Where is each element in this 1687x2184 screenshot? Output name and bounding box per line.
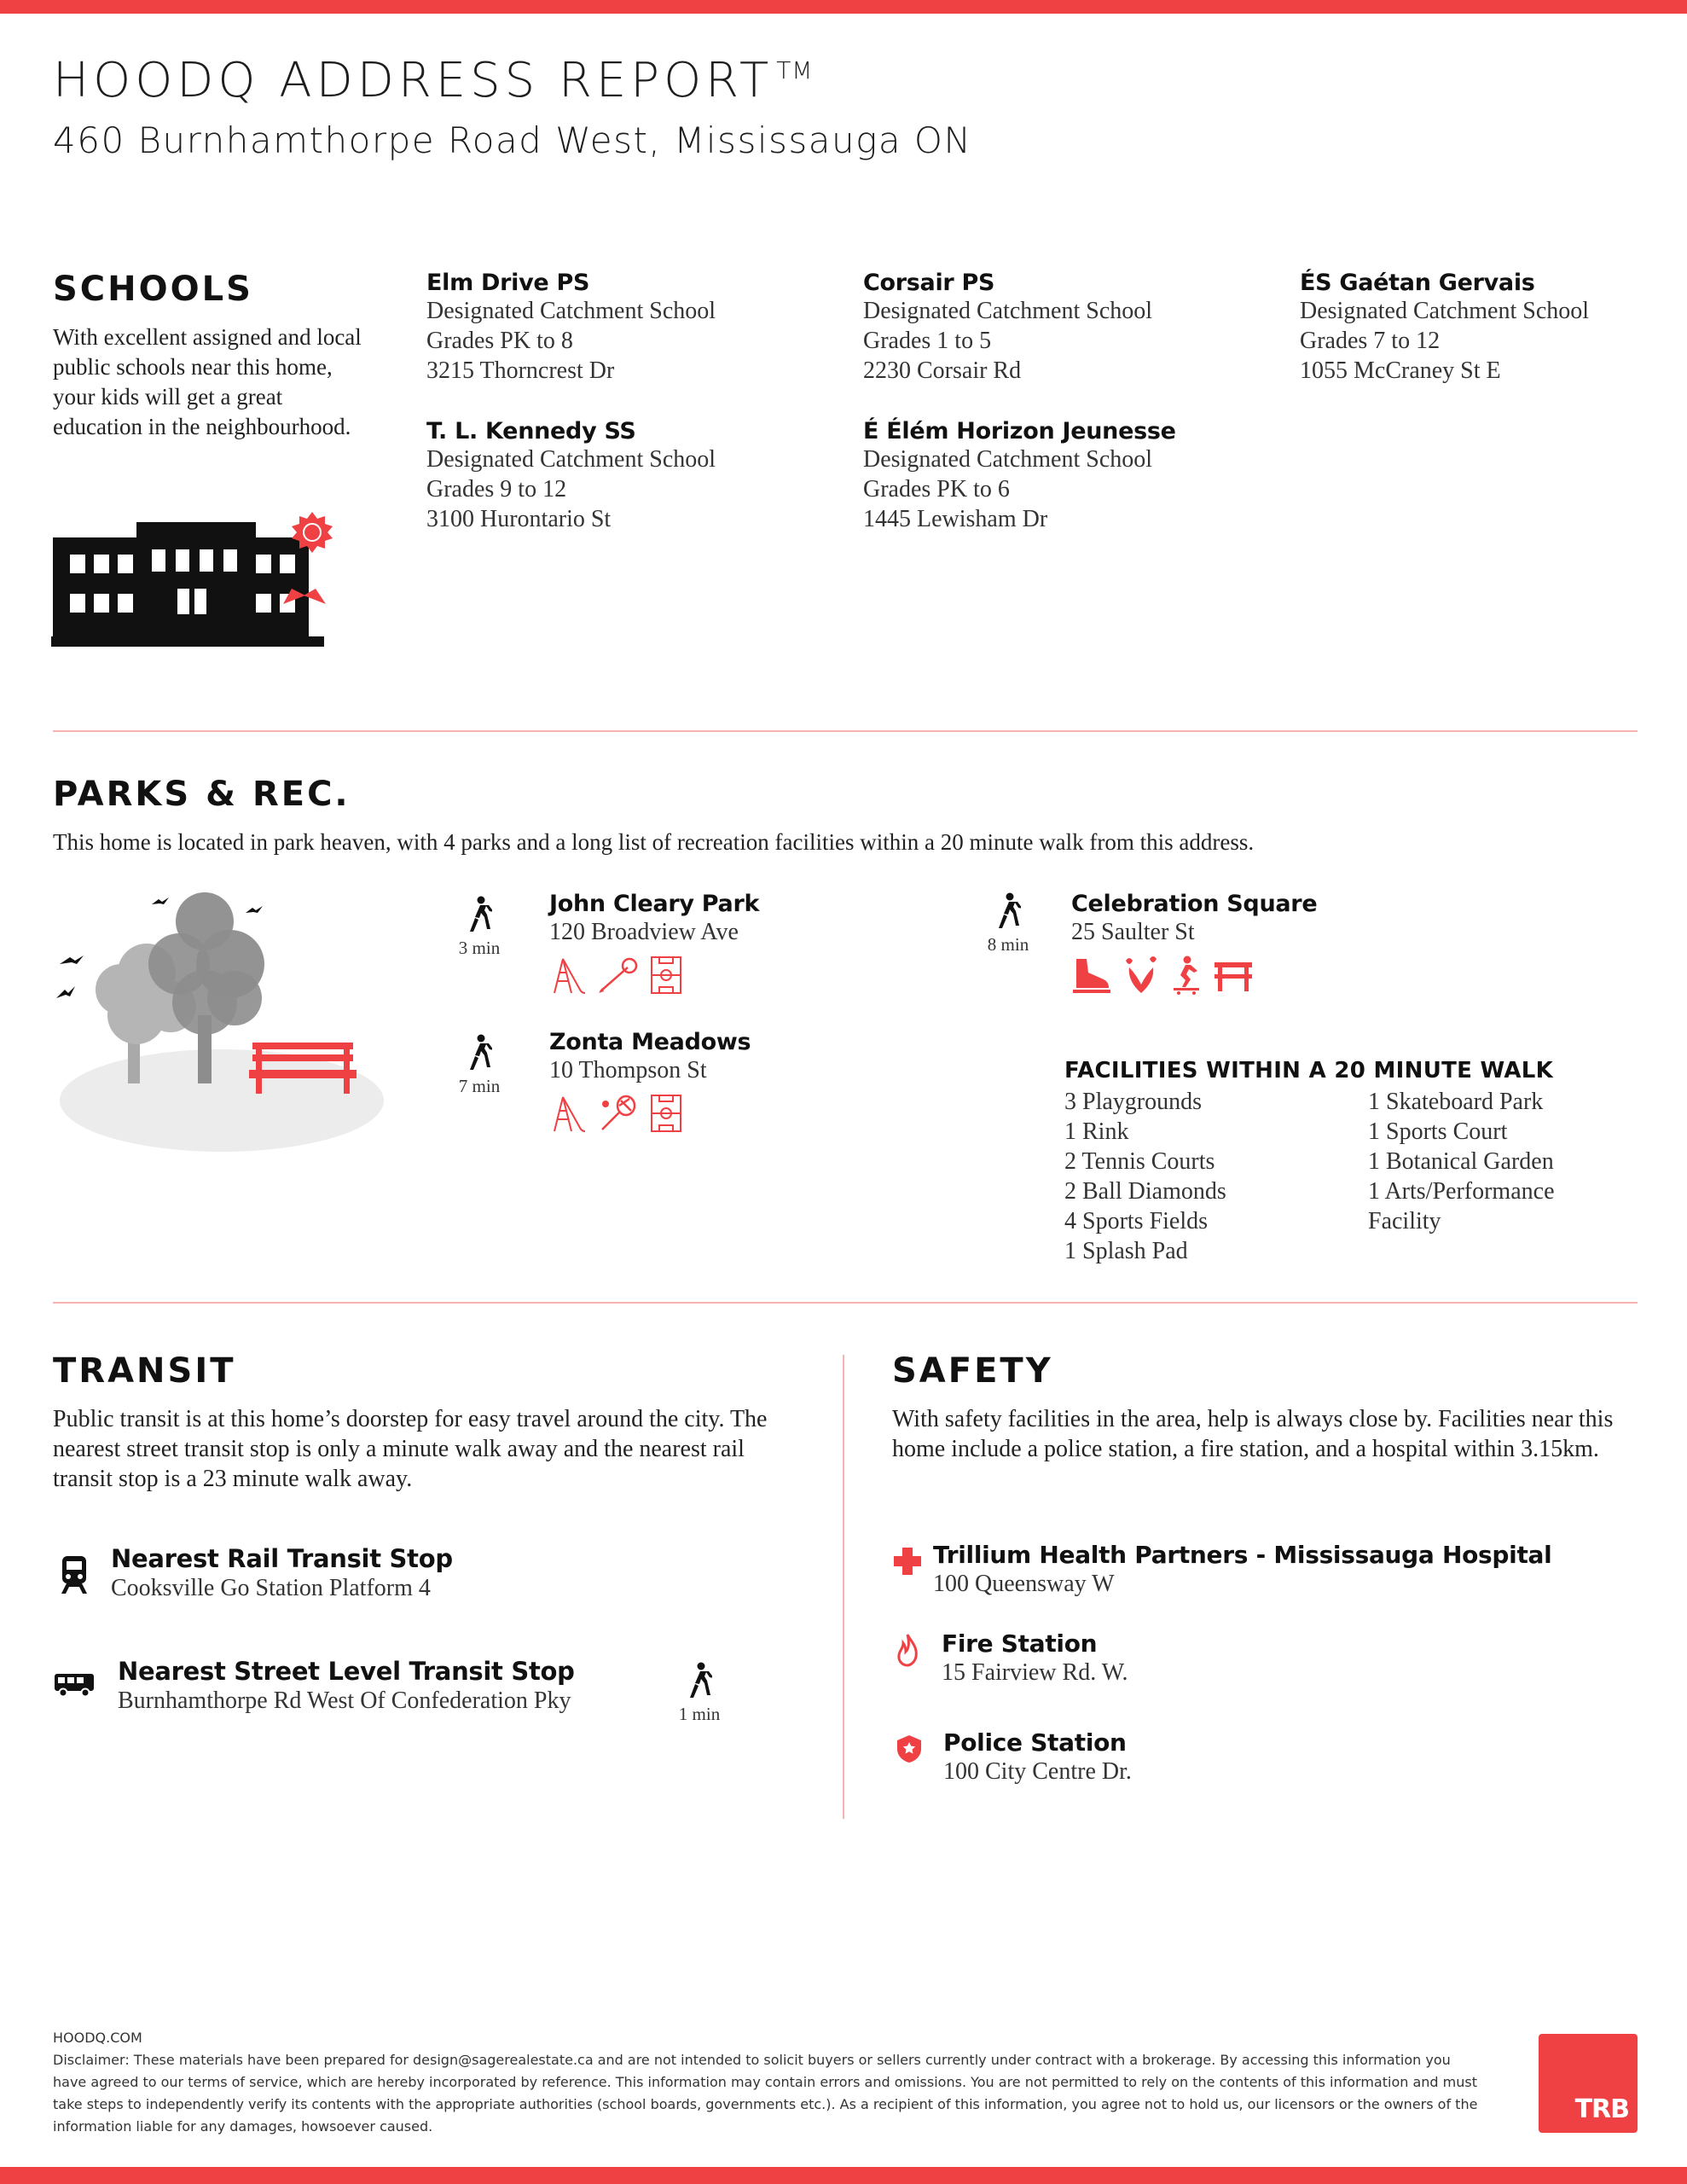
- school-address: 1445 Lewisham Dr: [863, 506, 1048, 532]
- safety-facility: [943, 1728, 1132, 1786]
- park-card: [1071, 891, 1317, 995]
- walk-time: 3 min: [458, 938, 501, 958]
- school-address: 3100 Hurontario St: [426, 506, 612, 532]
- school-name: ÉS Gaétan Gervais: [1300, 270, 1535, 296]
- park-address: 25 Saulter St: [1071, 919, 1195, 945]
- parks-title: PARKS & REC.: [53, 775, 351, 814]
- walk-time-indicator: [445, 1034, 513, 1097]
- picnic-table-icon: [1213, 956, 1254, 995]
- park-name: Zonta Meadows: [549, 1029, 751, 1055]
- facility-item: Facility: [1368, 1208, 1441, 1234]
- tennis-icon: [597, 1094, 640, 1133]
- facilities-list-right: [1368, 1087, 1555, 1236]
- school-card: [863, 270, 1152, 386]
- sports-field-icon: [650, 1094, 682, 1133]
- school-type: Designated Catchment School: [1300, 298, 1590, 324]
- school-card: [1300, 270, 1589, 386]
- school-address: 1055 McCraney St E: [1300, 357, 1501, 384]
- footer-disclaimer: [53, 2049, 1520, 2138]
- facility-item: 1 Splash Pad: [1064, 1238, 1188, 1264]
- park-trees-icon: [51, 887, 418, 1160]
- skate-icon: [1071, 956, 1112, 995]
- school-name: Corsair PS: [863, 270, 995, 296]
- safety-intro: With safety facilities in the area, help is always close by. Facilities near this home include a police station, a fire station, and a hospital within 3.15km.: [892, 1406, 1614, 1462]
- school-grades: Grades PK to 6: [863, 476, 1010, 502]
- trademark-mark: TM: [776, 56, 814, 84]
- playground-icon: [549, 956, 587, 995]
- facility-item: 4 Sports Fields: [1064, 1208, 1209, 1234]
- school-name: É Élém Horizon Jeunesse: [863, 418, 1176, 444]
- school-grades: Grades PK to 8: [426, 328, 573, 354]
- disclaimer-line: information liable for any damages, howsoever caused.: [53, 2118, 433, 2135]
- disclaimer-line: have agreed to our terms of service, which are hereby incorporated by reference. This information may contain errors and omissions. You are not permitted to rely on the contents of this information and must: [53, 2074, 1477, 2090]
- section-divider: [53, 1302, 1638, 1304]
- facility-item: 1 Rink: [1064, 1118, 1129, 1145]
- baseball-icon: [597, 956, 640, 995]
- safety-facility: [933, 1541, 1551, 1599]
- facilities-list-left: [1064, 1087, 1226, 1266]
- park-card: [549, 1029, 751, 1133]
- transit-title: TRANSIT: [53, 1351, 236, 1391]
- rail-stop-label: Nearest Rail Transit Stop: [111, 1544, 453, 1573]
- school-name: T. L. Kennedy SS: [426, 418, 636, 444]
- walk-time-indicator: [665, 1662, 733, 1725]
- school-grades: Grades 9 to 12: [426, 476, 567, 502]
- walking-person-icon: [467, 896, 492, 933]
- safety-title: SAFETY: [892, 1351, 1053, 1391]
- facility-item: 1 Botanical Garden: [1368, 1148, 1554, 1175]
- school-address: 2230 Corsair Rd: [863, 357, 1022, 384]
- walking-person-icon: [687, 1662, 712, 1699]
- disclaimer-line: Disclaimer: These materials have been prepared for design@sagerealestate.ca and are not intended to solicit buyers or sellers currently under contract with a brokerage. By accessing this information you: [53, 2052, 1451, 2068]
- school-card: [426, 418, 716, 534]
- school-grades: Grades 1 to 5: [863, 328, 992, 354]
- hospital-cross-icon: [892, 1546, 923, 1577]
- school-card: [863, 418, 1176, 534]
- bus-icon: [53, 1672, 96, 1698]
- school-type: Designated Catchment School: [863, 298, 1153, 324]
- brokerage-logo-text: TRB: [1574, 2094, 1629, 2124]
- train-icon: [60, 1554, 89, 1595]
- facility-item: 2 Ball Diamonds: [1064, 1178, 1226, 1205]
- disclaimer-line: take steps to independently verify its contents with the appropriate authorities (school boards, governments etc.). As a recipient of this information, you agree not to hold us, our licensors or the owners of the: [53, 2096, 1478, 2112]
- safety-facility-label: Police Station: [943, 1728, 1127, 1757]
- footer-site: HOODQ.COM: [53, 2030, 142, 2046]
- safety-facility-label: Trillium Health Partners - Mississauga Hospital: [933, 1541, 1552, 1569]
- school-name: Elm Drive PS: [426, 270, 590, 296]
- safety-facility-value: 100 Queensway W: [933, 1571, 1115, 1597]
- facilities-title: FACILITIES WITHIN A 20 MINUTE WALK: [1064, 1058, 1554, 1083]
- school-type: Designated Catchment School: [426, 298, 716, 324]
- park-card: [549, 891, 759, 995]
- report-title-text: HOODQ ADDRESS REPORT: [53, 53, 774, 108]
- safety-facility-value: 100 City Centre Dr.: [943, 1758, 1132, 1785]
- park-amenity-icons: [549, 1094, 751, 1133]
- rail-stop-value: Cooksville Go Station Platform 4: [111, 1575, 431, 1601]
- column-divider: [843, 1355, 844, 1819]
- walk-time-indicator: [974, 892, 1042, 956]
- park-address: 10 Thompson St: [549, 1057, 707, 1083]
- walking-person-icon: [995, 892, 1021, 930]
- walking-person-icon: [467, 1034, 492, 1072]
- report-address: 460 Burnhamthorpe Road West, Mississauga ON: [53, 119, 972, 161]
- street-stop-value: Burnhamthorpe Rd West Of Confederation Pky: [118, 1687, 571, 1714]
- park-address: 120 Broadview Ave: [549, 919, 739, 945]
- sports-field-icon: [650, 956, 682, 995]
- walk-time: 8 min: [987, 934, 1029, 955]
- playground-icon: [549, 1094, 587, 1133]
- parks-intro: This home is located in park heaven, with 4 parks and a long list of recreation facilities within a 20 minute walk from this address.: [53, 829, 1255, 855]
- top-accent-bar: [0, 0, 1687, 14]
- brokerage-logo: [1539, 2034, 1638, 2133]
- school-address: 3215 Thorncrest Dr: [426, 357, 615, 384]
- facility-item: 1 Sports Court: [1368, 1118, 1508, 1145]
- school-type: Designated Catchment School: [863, 446, 1153, 473]
- school-building-icon: [51, 512, 350, 648]
- park-amenity-icons: [549, 956, 759, 995]
- street-stop: [118, 1657, 575, 1716]
- flame-icon: [896, 1633, 919, 1667]
- facility-item: 1 Skateboard Park: [1368, 1089, 1544, 1115]
- schools-title: SCHOOLS: [53, 270, 253, 309]
- facility-item: 1 Arts/Performance: [1368, 1178, 1555, 1205]
- splash-pad-icon: [1122, 956, 1160, 995]
- police-badge-icon: [896, 1734, 923, 1764]
- section-divider: [53, 730, 1638, 732]
- walk-time-indicator: [445, 896, 513, 959]
- walk-time: 1 min: [678, 1704, 721, 1724]
- skateboard-icon: [1170, 956, 1203, 995]
- school-type: Designated Catchment School: [426, 446, 716, 473]
- park-name: John Cleary Park: [549, 891, 760, 917]
- school-card: [426, 270, 716, 386]
- park-name: Celebration Square: [1071, 891, 1318, 917]
- schools-intro: With excellent assigned and local public schools near this home, your kids will get a great education in the neighbourhood.: [53, 324, 362, 439]
- facility-item: 2 Tennis Courts: [1064, 1148, 1215, 1175]
- safety-facility-label: Fire Station: [942, 1629, 1098, 1658]
- rail-stop: [111, 1544, 453, 1603]
- street-stop-label: Nearest Street Level Transit Stop: [118, 1657, 575, 1686]
- transit-intro: Public transit is at this home’s doorstep for easy travel around the city. The nearest street transit stop is only a minute walk away and the nearest rail transit stop is a 23 minute walk away.: [53, 1406, 768, 1492]
- safety-facility-value: 15 Fairview Rd. W.: [942, 1659, 1128, 1686]
- report-title: [53, 53, 813, 108]
- facility-item: 3 Playgrounds: [1064, 1089, 1202, 1115]
- park-amenity-icons: [1071, 956, 1317, 995]
- school-grades: Grades 7 to 12: [1300, 328, 1441, 354]
- walk-time: 7 min: [458, 1076, 501, 1096]
- bottom-accent-bar: [0, 2167, 1687, 2184]
- safety-facility: [942, 1629, 1128, 1687]
